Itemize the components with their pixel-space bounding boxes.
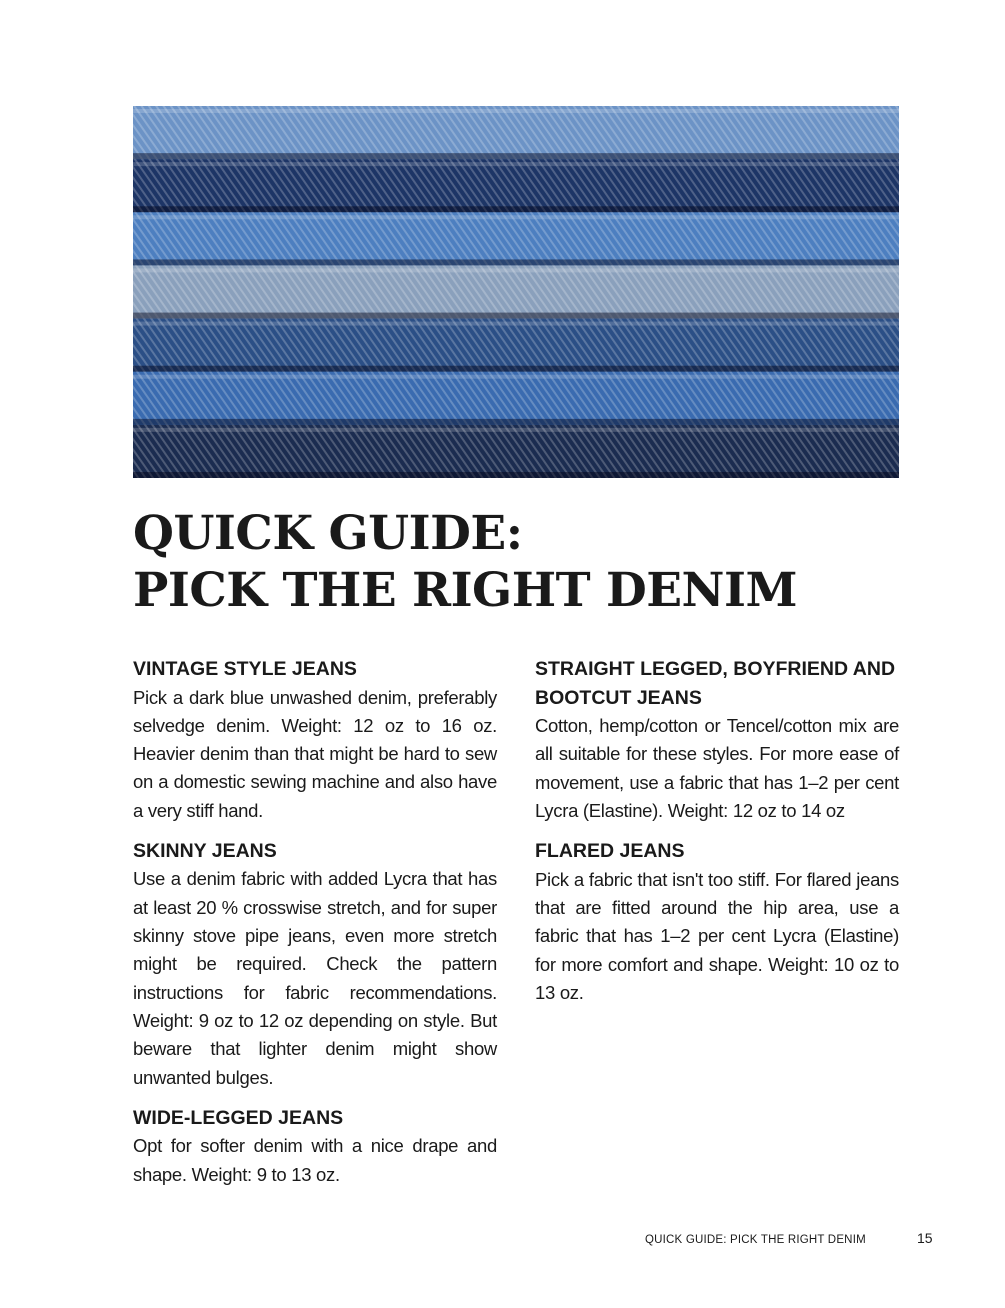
section-heading: STRAIGHT LEGGED, BOYFRIEND AND BOOTCUT JEANS	[535, 658, 896, 709]
denim-layer-texture	[133, 265, 899, 319]
denim-layer-highlight	[133, 268, 899, 272]
section-body: Pick a dark blue unwashed denim, preferably selvedge denim. Weight: 12 oz to 16 oz. Heavier denim than that might be hard to sew on a domestic sewing machine and also have a very stiff hand.	[133, 686, 497, 821]
denim-layer-highlight	[133, 162, 899, 166]
section-body: Pick a fabric that isn't too stiff. For flared jeans that are fitted around the hip area, use a fabric that has 1–2 per cent Lycra (Elastine) for more comfort and shape. Weight: 10 oz to 13 oz.	[535, 868, 899, 1003]
denim-layer-highlight	[133, 428, 899, 432]
denim-layer-shadow	[133, 206, 899, 212]
denim-layer-texture	[133, 106, 899, 160]
section-body: Opt for softer denim with a nice drape and shape. Weight: 9 to 13 oz.	[133, 1135, 497, 1185]
section-heading: SKINNY JEANS	[133, 839, 277, 862]
left-column	[133, 655, 497, 1201]
denim-stack-illustration	[133, 106, 899, 478]
page-title-line-2: PICK THE RIGHT DENIM	[133, 563, 797, 618]
section-heading: WIDE-LEGGED JEANS	[133, 1106, 344, 1129]
denim-layer-shadow	[133, 313, 899, 319]
denim-stack-photo	[133, 106, 899, 478]
section-flared-jeans	[535, 837, 899, 1007]
section-heading: FLARED JEANS	[535, 840, 685, 863]
denim-layer-shadow	[133, 419, 899, 425]
denim-layer-texture	[133, 319, 899, 373]
right-column	[535, 655, 899, 1019]
denim-layer-highlight	[133, 215, 899, 219]
running-footer-title: QUICK GUIDE: PICK THE RIGHT DENIM	[645, 1234, 866, 1246]
section-body: Cotton, hemp/cotton or Tencel/cotton mix are all suitable for these styles. For more ease of movement, use a fabric that has 1–2 per cent Lycra (Elastine). Weight: 12 oz to 14 oz	[535, 715, 899, 821]
denim-layer-shadow	[133, 472, 899, 478]
section-vintage-style-jeans	[133, 655, 497, 825]
denim-layer-texture	[133, 425, 899, 478]
denim-layer-texture	[133, 372, 899, 426]
section-skinny-jeans	[133, 837, 497, 1092]
denim-layer-shadow	[133, 259, 899, 265]
denim-layer-texture	[133, 212, 899, 266]
denim-layer-texture	[133, 159, 899, 213]
denim-layer-highlight	[133, 322, 899, 326]
page-title	[133, 505, 797, 619]
denim-layer-shadow	[133, 366, 899, 372]
denim-layer-highlight	[133, 375, 899, 379]
section-straight-legged-jeans	[535, 655, 899, 825]
section-wide-legged-jeans	[133, 1104, 497, 1189]
page-title-line-1: QUICK GUIDE:	[133, 506, 523, 561]
denim-layer-highlight	[133, 109, 899, 113]
section-heading: VINTAGE STYLE JEANS	[133, 658, 357, 680]
page-number: 15	[917, 1230, 933, 1246]
denim-layer-shadow	[133, 153, 899, 159]
section-body: Use a denim fabric with added Lycra that has at least 20 % crosswise stretch, and for super skinny stove pipe jeans, even more stretch might be required. Check the pattern instructions for fabric recommendations. Weight: 9 oz to 12 oz depending on style. But beware that lighter denim might show unwanted bulges.	[133, 868, 497, 1088]
